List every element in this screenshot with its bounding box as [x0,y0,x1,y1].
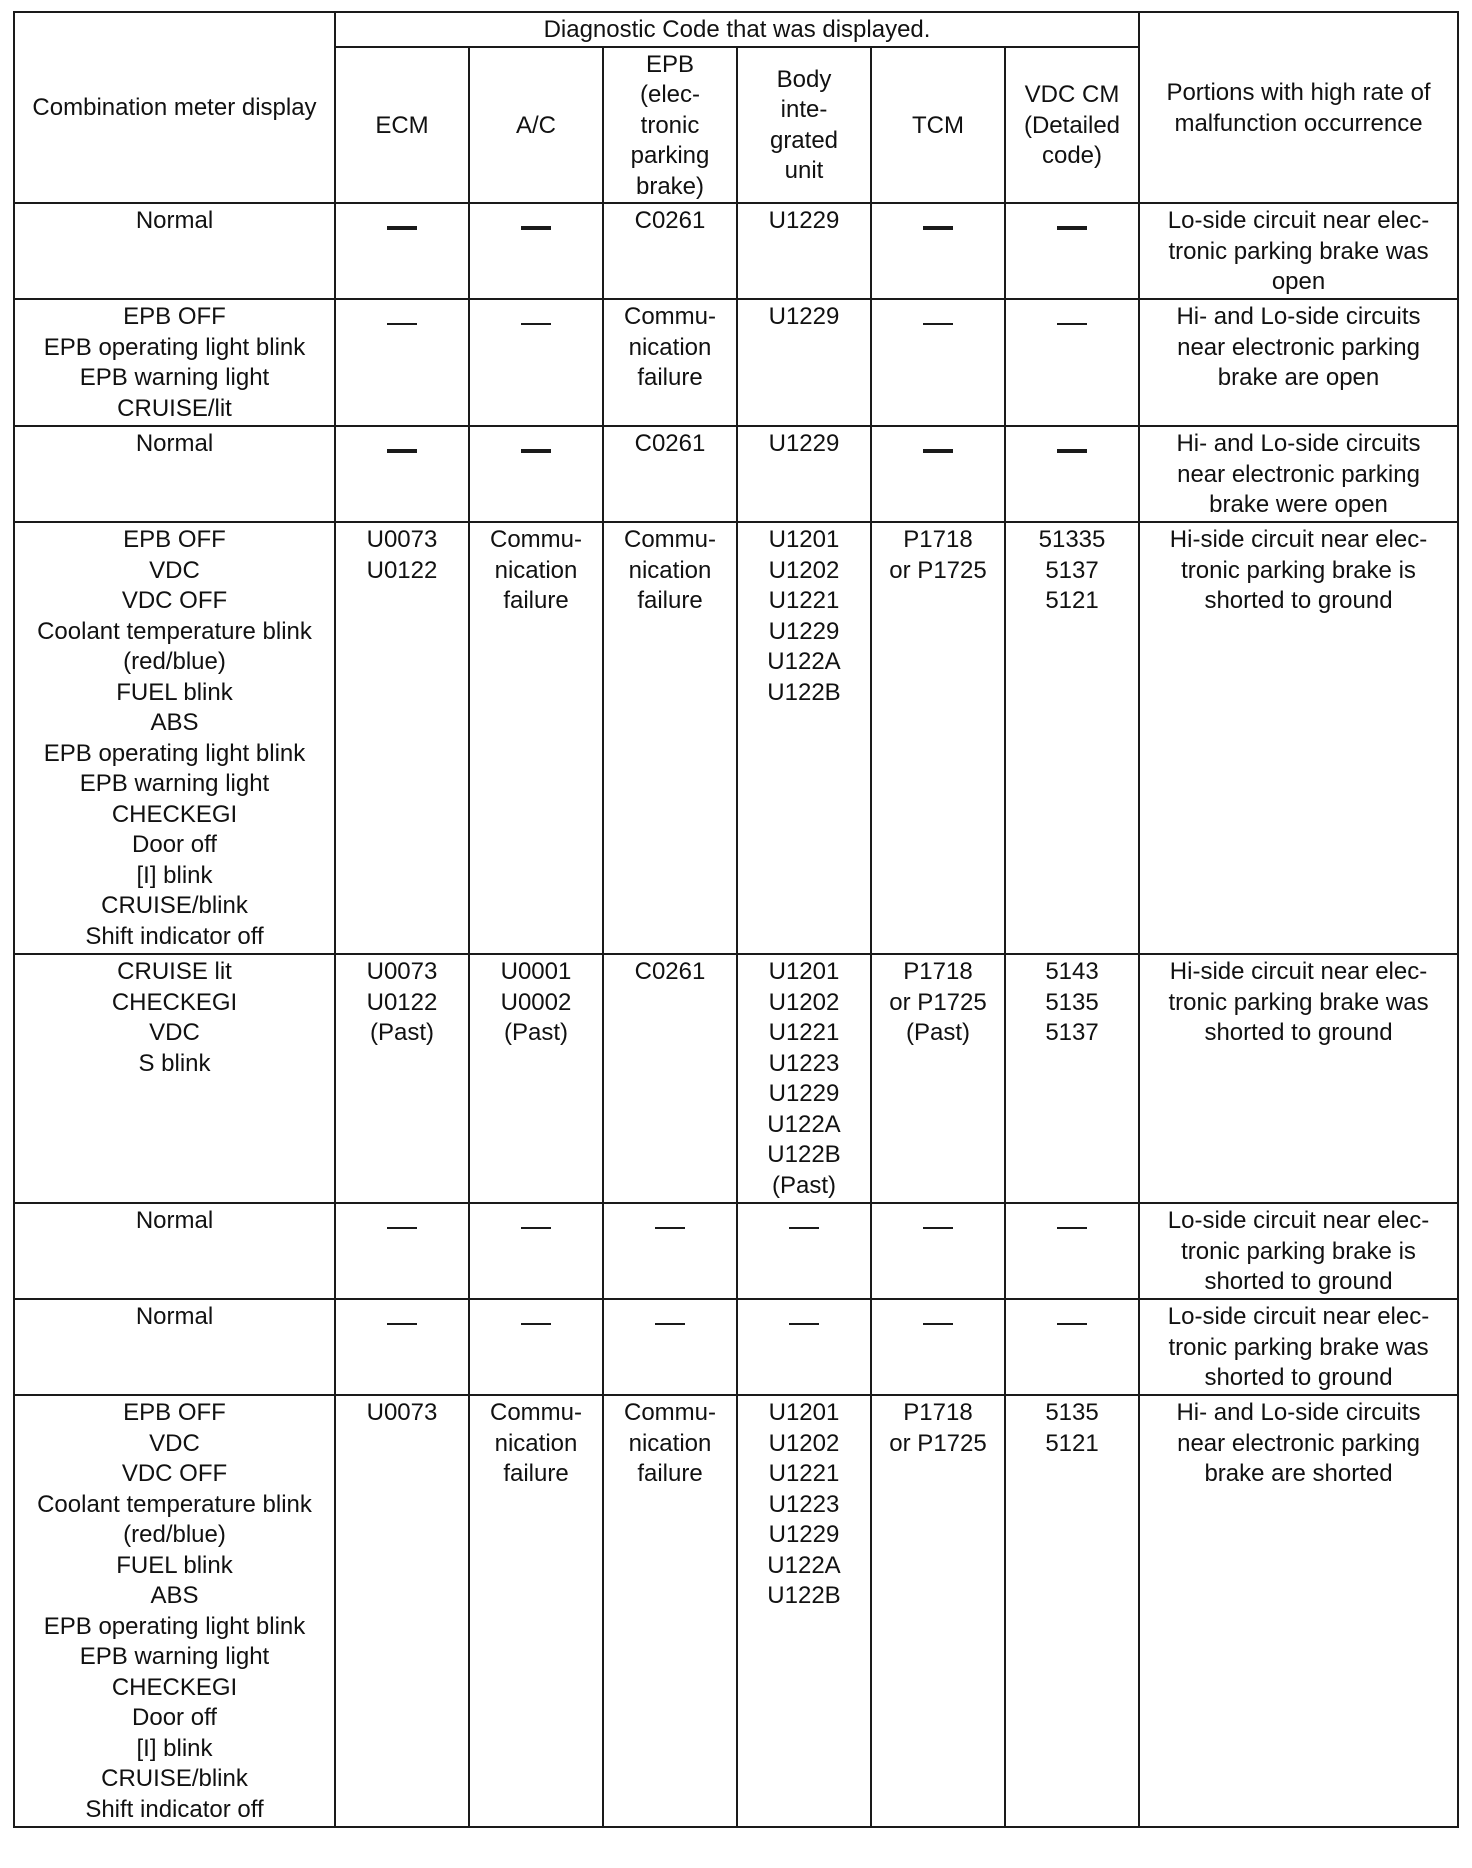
cell-body [737,1299,871,1395]
cell-vdc [1005,299,1139,426]
cell-ac [469,299,603,426]
cell-vdc [1005,1203,1139,1299]
cell-ecm: U0073 U0122 [335,522,469,954]
cell-meter: EPB OFF EPB operating light blink EPB warning light CRUISE/lit [14,299,335,426]
header-diagnostic-code-group: Diagnostic Code that was displayed. [335,12,1139,47]
cell-body: U1201 U1202 U1221 U1223 U1229 U122A U122B (Past) [737,954,871,1203]
dash-mark [923,323,953,325]
cell-vdc: 51335 5137 5121 [1005,522,1139,954]
cell-portion: Lo-side circuit near elec- tronic parking brake was shorted to ground [1139,1299,1458,1395]
header-body: Body inte- grated unit [737,47,871,204]
cell-epb: Commu- nication failure [603,1395,737,1827]
cell-tcm: P1718 or P1725 [871,522,1005,954]
cell-ac: Commu- nication failure [469,1395,603,1827]
dash-mark [521,449,551,453]
header-combination-meter-display: Combination meter display [14,12,335,203]
cell-portion: Lo-side circuit near elec- tronic parking brake was open [1139,203,1458,299]
header-vdc: VDC CM (Detailed code) [1005,47,1139,204]
dash-mark [923,226,953,230]
cell-meter: CRUISE lit CHECKEGI VDC S blink [14,954,335,1203]
dash-mark [1057,1323,1087,1325]
header-epb: EPB (elec- tronic parking brake) [603,47,737,204]
dash-mark [789,1323,819,1325]
dash-mark [789,1227,819,1229]
cell-ecm [335,299,469,426]
cell-portion: Hi- and Lo-side circuits near electronic parking brake are shorted [1139,1395,1458,1827]
table-row [14,1299,1458,1395]
cell-body [737,1203,871,1299]
dash-mark [387,449,417,453]
dash-mark [923,1323,953,1325]
cell-tcm [871,1203,1005,1299]
cell-ac: U0001 U0002 (Past) [469,954,603,1203]
dash-mark [521,1323,551,1325]
cell-vdc [1005,426,1139,522]
cell-meter: Normal [14,1203,335,1299]
cell-epb [603,1203,737,1299]
cell-meter: Normal [14,426,335,522]
cell-epb: C0261 [603,203,737,299]
cell-ecm [335,1203,469,1299]
dash-mark [1057,323,1087,325]
table-row [14,426,1458,522]
cell-body: U1201 U1202 U1221 U1229 U122A U122B [737,522,871,954]
cell-epb: C0261 [603,426,737,522]
cell-meter: Normal [14,1299,335,1395]
table-row [14,203,1458,299]
cell-epb: C0261 [603,954,737,1203]
dash-mark [655,1227,685,1229]
cell-epb: Commu- nication failure [603,522,737,954]
cell-ac [469,203,603,299]
cell-ac [469,426,603,522]
cell-ac [469,1299,603,1395]
cell-tcm: P1718 or P1725 (Past) [871,954,1005,1203]
table-row [14,299,1458,426]
cell-tcm [871,203,1005,299]
cell-tcm [871,1299,1005,1395]
cell-ecm [335,1299,469,1395]
cell-portion: Lo-side circuit near elec- tronic parking brake is shorted to ground [1139,1203,1458,1299]
cell-tcm [871,426,1005,522]
cell-body: U1201 U1202 U1221 U1223 U1229 U122A U122B [737,1395,871,1827]
cell-portion: Hi-side circuit near elec- tronic parking brake was shorted to ground [1139,954,1458,1203]
cell-ac [469,1203,603,1299]
cell-epb [603,1299,737,1395]
dash-mark [1057,226,1087,230]
cell-epb: Commu- nication failure [603,299,737,426]
cell-body: U1229 [737,203,871,299]
dash-mark [387,1323,417,1325]
header-ecm: ECM [335,47,469,204]
dash-mark [521,1227,551,1229]
dash-mark [655,1323,685,1325]
dash-mark [923,449,953,453]
cell-portion: Hi- and Lo-side circuits near electronic parking brake are open [1139,299,1458,426]
dash-mark [521,226,551,230]
table-row [14,522,1458,954]
dash-mark [387,323,417,325]
cell-vdc [1005,1299,1139,1395]
table-row [14,1395,1458,1827]
cell-body: U1229 [737,299,871,426]
header-portions-high-malfunction: Portions with high rate of malfunction occurrence [1139,12,1458,203]
cell-ecm: U0073 [335,1395,469,1827]
dash-mark [1057,449,1087,453]
cell-portion: Hi-side circuit near elec- tronic parking brake is shorted to ground [1139,522,1458,954]
header-tcm: TCM [871,47,1005,204]
cell-meter: EPB OFF VDC VDC OFF Coolant temperature blink (red/blue) FUEL blink ABS EPB operating light blink EPB warning light CHECKEGI Door off [I] blink CRUISE/blink Shift indicator off [14,522,335,954]
diagnostic-code-table [13,11,1459,1828]
cell-ecm [335,203,469,299]
cell-ac: Commu- nication failure [469,522,603,954]
cell-body: U1229 [737,426,871,522]
cell-vdc [1005,203,1139,299]
table-row [14,1203,1458,1299]
dash-mark [387,1227,417,1229]
dash-mark [521,323,551,325]
dash-mark [387,226,417,230]
cell-portion: Hi- and Lo-side circuits near electronic parking brake were open [1139,426,1458,522]
cell-ecm: U0073 U0122 (Past) [335,954,469,1203]
cell-vdc: 5135 5121 [1005,1395,1139,1827]
header-ac: A/C [469,47,603,204]
dash-mark [1057,1227,1087,1229]
table-row [14,954,1458,1203]
cell-tcm: P1718 or P1725 [871,1395,1005,1827]
cell-meter: EPB OFF VDC VDC OFF Coolant temperature blink (red/blue) FUEL blink ABS EPB operating light blink EPB warning light CHECKEGI Door off [I] blink CRUISE/blink Shift indicator off [14,1395,335,1827]
cell-meter: Normal [14,203,335,299]
cell-vdc: 5143 5135 5137 [1005,954,1139,1203]
dash-mark [923,1227,953,1229]
cell-tcm [871,299,1005,426]
cell-ecm [335,426,469,522]
